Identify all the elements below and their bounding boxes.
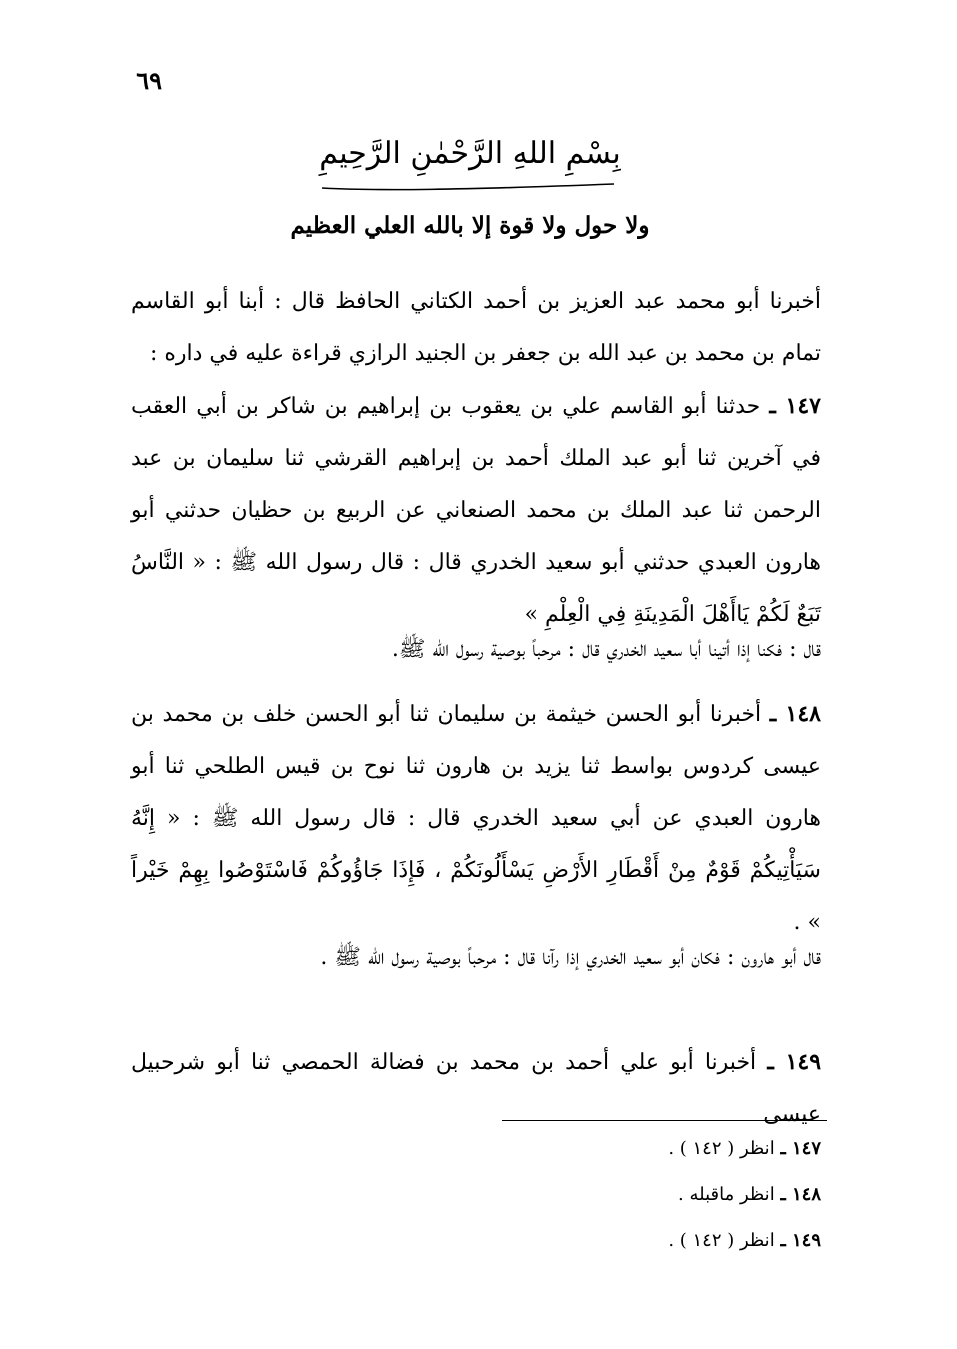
hadith-148-note: قال أبو هارون : فكان أبو سعيد الخدري إذا رآنا قال : مرحباً بوصية رسول الله ﷺ .: [320, 945, 821, 970]
footnotes: [421, 1126, 821, 1264]
section-heading: ولا حول ولا قوة إلا بالله العلي العظيم: [290, 212, 650, 239]
footnote-text: انظر ماقبله .: [678, 1184, 775, 1205]
hadith-147-text: حدثنا أبو القاسم علي بن يعقوب بن إبراهيم بن شاكر بن أبي العقب في آخرين ثنا أبو عبد الملك أحمد بن إبراهيم القرشي ثنا سليمان بن عبد الرحمن ثنا عبد الملك بن محمد الصنعاني عن الربيع بن حظيان حدثني أبو هارون العبدي حدثني أبو سعيد الخدري قال : قال رسول الله ﷺ :: [131, 394, 821, 575]
footnote-text: انظر ( ١٤٢ ) .: [668, 1230, 775, 1251]
hadith-147-note: قال : فكنا إذا أتينا أبا سعيد الخدري قال : مرحباً بوصية رسول الله ﷺ.: [391, 637, 821, 662]
footnote-number: ١٤٨ ـ: [780, 1184, 821, 1205]
basmala-calligraphy: بِسْمِ اللهِ الرَّحْمٰنِ الرَّحِيمِ: [319, 136, 621, 171]
intro-paragraph: أخبرنا أبو محمد عبد العزيز بن أحمد الكتاني الحافظ قال : أبنا أبو القاسم تمام بن محمد بن عبد الله بن جعفر بن الجنيد الرازي قراءة عليه في داره :: [131, 289, 821, 366]
hadith-149-text: أخبرنا أبو علي أحمد بن محمد بن فضالة الحمصي ثنا أبو شرحبيل عيسى: [131, 1050, 821, 1127]
page-number: ٦٩: [136, 66, 162, 95]
footnote-149: [421, 1218, 821, 1264]
hadith-149-number: ١٤٩ ـ: [767, 1049, 822, 1075]
hadith-148-text: أخبرنا أبو الحسن خيثمة بن سليمان ثنا أبو الحسن خلف بن محمد بن عيسى كردوس بواسط ثنا يزيد بن هارون ثنا نوح بن قيس الطلحي ثنا أبو هارون العبدي عن أبي سعيد الخدري قال : قال رسول الله ﷺ :: [131, 702, 821, 831]
footnote-148: [421, 1172, 821, 1218]
hadith-147-number: ١٤٧ ـ: [769, 393, 821, 419]
hadith-148-paragraph: [131, 688, 821, 949]
footnote-divider: [502, 1120, 827, 1121]
footnote-147: [421, 1126, 821, 1172]
basmala-flourish: [318, 178, 618, 192]
footnote-number: ١٤٩ ـ: [780, 1230, 821, 1251]
footnote-number: ١٤٧ ـ: [780, 1138, 821, 1159]
hadith-147-paragraph: [131, 380, 821, 641]
hadith-148-number: ١٤٨ ـ: [769, 701, 821, 727]
hadith-148-quote: « إِنَّهُ سَيَأْتِيكُمْ قَوْمٌ مِنْ أَقْطَارِ الأَرْضِ يَسْأَلُونَكُمْ ، فَإِذَا جَاؤُوكُمْ فَاسْتَوْصُوا بِهِمْ خَيْراً » .: [131, 806, 821, 935]
footnote-text: انظر ( ١٤٢ ) .: [668, 1138, 775, 1159]
hadith-147-quote: « النَّاسُ تَبَعٌ لَكُمْ يَاأَهْلَ الْمَدِينَةِ فِي الْعِلْمِ »: [131, 550, 821, 627]
